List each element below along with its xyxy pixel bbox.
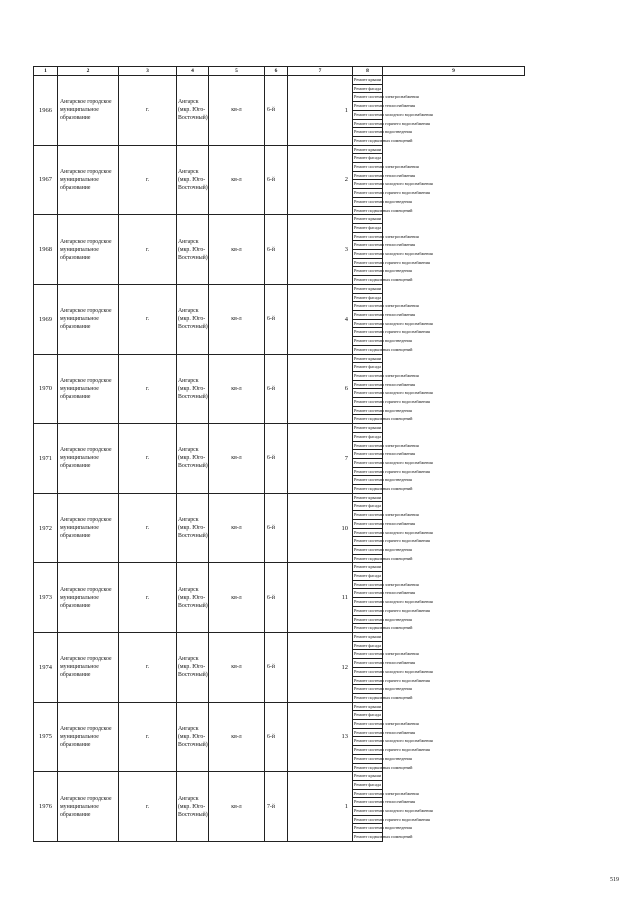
repair-work-cell: Ремонт подвальных помещений — [353, 485, 383, 494]
repair-work-cell: Ремонт системы горячего водоснабжения — [353, 676, 383, 685]
settlement-type-cell: г. — [119, 493, 177, 563]
repair-work-cell: Ремонт фасада — [353, 502, 383, 511]
repair-work-cell: Ремонт системы водоотведения — [353, 406, 383, 415]
address-cell: Ангарск (мкр. Юго-Восточный) — [177, 702, 209, 772]
repair-work-cell: Ремонт крыши — [353, 772, 383, 781]
repair-work-cell: Ремонт системы холодного водоснабжения — [353, 110, 383, 119]
repair-work-cell: Ремонт фасада — [353, 363, 383, 372]
repair-work-cell: Ремонт крыши — [353, 563, 383, 572]
repair-work-cell: Ремонт фасада — [353, 641, 383, 650]
repair-work-cell: Ремонт системы теплоснабжения — [353, 102, 383, 111]
repair-work-cell: Ремонт системы холодного водоснабжения — [353, 250, 383, 259]
repair-work-cell: Ремонт крыши — [353, 354, 383, 363]
street-name-cell: 6-й — [265, 563, 288, 633]
municipality-cell: Ангарское городское муниципальное образование — [58, 354, 119, 424]
repair-work-cell: Ремонт подвальных помещений — [353, 693, 383, 702]
house-number-cell: 4 — [288, 284, 353, 354]
table-row — [34, 76, 525, 85]
row-number: 1966 — [34, 76, 58, 146]
address-cell: Ангарск (мкр. Юго-Восточный) — [177, 424, 209, 494]
house-number-cell: 2 — [288, 145, 353, 215]
col-header-9: 9 — [383, 67, 525, 76]
table-row — [34, 424, 525, 433]
house-number-cell: 12 — [288, 633, 353, 703]
house-number-cell: 7 — [288, 424, 353, 494]
repair-work-cell: Ремонт фасада — [353, 572, 383, 581]
page-number: 519 — [610, 877, 619, 883]
municipality-cell: Ангарское городское муниципальное образование — [58, 145, 119, 215]
repair-work-cell: Ремонт системы холодного водоснабжения — [353, 598, 383, 607]
repair-work-cell: Ремонт фасада — [353, 711, 383, 720]
repair-work-cell: Ремонт системы теплоснабжения — [353, 450, 383, 459]
repair-work-cell: Ремонт фасада — [353, 293, 383, 302]
municipality-cell: Ангарское городское муниципальное образование — [58, 76, 119, 146]
repair-work-cell: Ремонт подвальных помещений — [353, 345, 383, 354]
street-name-cell: 6-й — [265, 145, 288, 215]
col-header-8: 8 — [353, 67, 383, 76]
repair-work-cell: Ремонт системы теплоснабжения — [353, 589, 383, 598]
row-number: 1971 — [34, 424, 58, 494]
repair-work-cell: Ремонт системы электроснабжения — [353, 93, 383, 102]
repair-work-cell: Ремонт системы горячего водоснабжения — [353, 606, 383, 615]
repair-work-cell: Ремонт системы электроснабжения — [353, 511, 383, 520]
repair-work-cell: Ремонт системы холодного водоснабжения — [353, 458, 383, 467]
repair-work-cell: Ремонт системы горячего водоснабжения — [353, 119, 383, 128]
settlement-type-cell: г. — [119, 772, 177, 842]
repair-work-cell: Ремонт фасада — [353, 432, 383, 441]
address-cell: Ангарск (мкр. Юго-Восточный) — [177, 633, 209, 703]
repair-work-cell: Ремонт системы электроснабжения — [353, 163, 383, 172]
repair-work-cell: Ремонт подвальных помещений — [353, 206, 383, 215]
repair-work-cell: Ремонт крыши — [353, 284, 383, 293]
settlement-type-cell: г. — [119, 215, 177, 285]
table-row — [34, 354, 525, 363]
repair-work-cell: Ремонт системы электроснабжения — [353, 580, 383, 589]
repair-work-cell: Ремонт системы теплоснабжения — [353, 380, 383, 389]
repair-work-cell: Ремонт крыши — [353, 424, 383, 433]
repair-work-cell: Ремонт системы водоотведения — [353, 824, 383, 833]
repair-work-cell: Ремонт подвальных помещений — [353, 136, 383, 145]
col-header-6: 6 — [265, 67, 288, 76]
repair-work-cell: Ремонт системы водоотведения — [353, 545, 383, 554]
row-number: 1968 — [34, 215, 58, 285]
repair-work-cell: Ремонт системы водоотведения — [353, 615, 383, 624]
address-cell: Ангарск (мкр. Юго-Восточный) — [177, 76, 209, 146]
row-number: 1972 — [34, 493, 58, 563]
row-number: 1974 — [34, 633, 58, 703]
repair-work-cell: Ремонт системы теплоснабжения — [353, 519, 383, 528]
table-row — [34, 702, 525, 711]
repair-work-cell: Ремонт системы водоотведения — [353, 476, 383, 485]
repair-work-cell: Ремонт системы теплоснабжения — [353, 728, 383, 737]
col-header-4: 4 — [177, 67, 209, 76]
repair-work-cell: Ремонт крыши — [353, 215, 383, 224]
repair-work-cell: Ремонт системы холодного водоснабжения — [353, 807, 383, 816]
house-number-cell: 1 — [288, 772, 353, 842]
repair-work-cell: Ремонт системы холодного водоснабжения — [353, 737, 383, 746]
street-type-cell: кв-л — [209, 493, 265, 563]
table-row — [34, 633, 525, 642]
house-number-cell: 11 — [288, 563, 353, 633]
repair-work-cell: Ремонт системы водоотведения — [353, 267, 383, 276]
repair-work-cell: Ремонт подвальных помещений — [353, 833, 383, 842]
repair-work-cell: Ремонт крыши — [353, 702, 383, 711]
repair-work-cell: Ремонт системы холодного водоснабжения — [353, 319, 383, 328]
row-number: 1976 — [34, 772, 58, 842]
col-header-1: 1 — [34, 67, 58, 76]
street-type-cell: кв-л — [209, 563, 265, 633]
table-row — [34, 493, 525, 502]
repair-work-cell: Ремонт системы электроснабжения — [353, 720, 383, 729]
street-name-cell: 7-й — [265, 772, 288, 842]
address-cell: Ангарск (мкр. Юго-Восточный) — [177, 563, 209, 633]
repair-work-cell: Ремонт крыши — [353, 76, 383, 85]
repair-work-cell: Ремонт системы горячего водоснабжения — [353, 746, 383, 755]
col-header-7: 7 — [288, 67, 353, 76]
repair-work-cell: Ремонт системы теплоснабжения — [353, 310, 383, 319]
repair-work-cell: Ремонт системы теплоснабжения — [353, 798, 383, 807]
municipality-cell: Ангарское городское муниципальное образование — [58, 215, 119, 285]
settlement-type-cell: г. — [119, 424, 177, 494]
table-row — [34, 215, 525, 224]
repair-work-cell: Ремонт системы горячего водоснабжения — [353, 328, 383, 337]
row-number: 1967 — [34, 145, 58, 215]
repair-work-cell: Ремонт системы водоотведения — [353, 337, 383, 346]
repair-work-cell: Ремонт подвальных помещений — [353, 415, 383, 424]
repair-work-cell: Ремонт системы горячего водоснабжения — [353, 537, 383, 546]
municipality-cell: Ангарское городское муниципальное образование — [58, 633, 119, 703]
repair-work-cell: Ремонт фасада — [353, 223, 383, 232]
repair-work-cell: Ремонт подвальных помещений — [353, 624, 383, 633]
street-name-cell: 6-й — [265, 702, 288, 772]
repair-work-cell: Ремонт системы теплоснабжения — [353, 241, 383, 250]
repair-work-cell: Ремонт системы электроснабжения — [353, 232, 383, 241]
repair-work-cell: Ремонт фасада — [353, 154, 383, 163]
repair-work-cell: Ремонт подвальных помещений — [353, 763, 383, 772]
house-number-cell: 3 — [288, 215, 353, 285]
street-type-cell: кв-л — [209, 702, 265, 772]
street-type-cell: кв-л — [209, 76, 265, 146]
settlement-type-cell: г. — [119, 354, 177, 424]
settlement-type-cell: г. — [119, 563, 177, 633]
repair-work-cell: Ремонт системы водоотведения — [353, 685, 383, 694]
row-number: 1973 — [34, 563, 58, 633]
repair-work-cell: Ремонт крыши — [353, 493, 383, 502]
repair-work-cell: Ремонт крыши — [353, 145, 383, 154]
col-header-5: 5 — [209, 67, 265, 76]
settlement-type-cell: г. — [119, 633, 177, 703]
street-type-cell: кв-л — [209, 424, 265, 494]
house-number-cell: 10 — [288, 493, 353, 563]
street-type-cell: кв-л — [209, 772, 265, 842]
table-row — [34, 772, 525, 781]
repair-work-cell: Ремонт фасада — [353, 84, 383, 93]
settlement-type-cell: г. — [119, 284, 177, 354]
repair-work-cell: Ремонт подвальных помещений — [353, 554, 383, 563]
municipality-cell: Ангарское городское муниципальное образование — [58, 284, 119, 354]
row-number: 1969 — [34, 284, 58, 354]
repair-work-cell: Ремонт системы электроснабжения — [353, 371, 383, 380]
street-type-cell: кв-л — [209, 354, 265, 424]
table-row — [34, 563, 525, 572]
address-cell: Ангарск (мкр. Юго-Восточный) — [177, 772, 209, 842]
repair-work-cell: Ремонт системы водоотведения — [353, 128, 383, 137]
street-type-cell: кв-л — [209, 284, 265, 354]
house-number-cell: 13 — [288, 702, 353, 772]
col-header-3: 3 — [119, 67, 177, 76]
address-cell: Ангарск (мкр. Юго-Восточный) — [177, 354, 209, 424]
street-type-cell: кв-л — [209, 145, 265, 215]
municipality-cell: Ангарское городское муниципальное образование — [58, 772, 119, 842]
house-number-cell: 1 — [288, 76, 353, 146]
municipality-cell: Ангарское городское муниципальное образование — [58, 493, 119, 563]
table-row — [34, 284, 525, 293]
street-type-cell: кв-л — [209, 215, 265, 285]
repair-work-cell: Ремонт системы холодного водоснабжения — [353, 528, 383, 537]
repair-work-cell: Ремонт системы холодного водоснабжения — [353, 180, 383, 189]
repair-work-cell: Ремонт системы горячего водоснабжения — [353, 467, 383, 476]
repair-work-cell: Ремонт системы горячего водоснабжения — [353, 398, 383, 407]
repair-work-cell: Ремонт системы теплоснабжения — [353, 659, 383, 668]
street-type-cell: кв-л — [209, 633, 265, 703]
municipality-cell: Ангарское городское муниципальное образование — [58, 424, 119, 494]
repair-work-cell: Ремонт системы электроснабжения — [353, 789, 383, 798]
repair-work-cell: Ремонт системы теплоснабжения — [353, 171, 383, 180]
address-cell: Ангарск (мкр. Юго-Восточный) — [177, 215, 209, 285]
row-number: 1970 — [34, 354, 58, 424]
street-name-cell: 6-й — [265, 284, 288, 354]
municipality-cell: Ангарское городское муниципальное образование — [58, 702, 119, 772]
table-row — [34, 145, 525, 154]
repair-work-cell: Ремонт крыши — [353, 633, 383, 642]
column-number-row — [34, 67, 525, 76]
repair-work-cell: Ремонт системы электроснабжения — [353, 650, 383, 659]
row-number: 1975 — [34, 702, 58, 772]
street-name-cell: 6-й — [265, 215, 288, 285]
repair-work-cell: Ремонт системы электроснабжения — [353, 302, 383, 311]
repair-work-cell: Ремонт системы горячего водоснабжения — [353, 815, 383, 824]
repair-work-cell: Ремонт системы водоотведения — [353, 197, 383, 206]
house-number-cell: 6 — [288, 354, 353, 424]
repair-work-cell: Ремонт системы горячего водоснабжения — [353, 258, 383, 267]
repair-work-cell: Ремонт системы холодного водоснабжения — [353, 389, 383, 398]
table-body — [34, 76, 525, 842]
repair-work-cell: Ремонт фасада — [353, 780, 383, 789]
settlement-type-cell: г. — [119, 76, 177, 146]
street-name-cell: 6-й — [265, 424, 288, 494]
street-name-cell: 6-й — [265, 76, 288, 146]
repair-work-cell: Ремонт системы холодного водоснабжения — [353, 667, 383, 676]
repair-work-cell: Ремонт системы горячего водоснабжения — [353, 189, 383, 198]
address-cell: Ангарск (мкр. Юго-Восточный) — [177, 493, 209, 563]
repair-work-cell: Ремонт системы электроснабжения — [353, 441, 383, 450]
street-name-cell: 6-й — [265, 633, 288, 703]
municipality-cell: Ангарское городское муниципальное образование — [58, 563, 119, 633]
repair-program-table — [33, 66, 525, 842]
address-cell: Ангарск (мкр. Юго-Восточный) — [177, 145, 209, 215]
col-header-2: 2 — [58, 67, 119, 76]
repair-work-cell: Ремонт подвальных помещений — [353, 276, 383, 285]
street-name-cell: 6-й — [265, 493, 288, 563]
repair-work-cell: Ремонт системы водоотведения — [353, 754, 383, 763]
settlement-type-cell: г. — [119, 702, 177, 772]
settlement-type-cell: г. — [119, 145, 177, 215]
address-cell: Ангарск (мкр. Юго-Восточный) — [177, 284, 209, 354]
street-name-cell: 6-й — [265, 354, 288, 424]
